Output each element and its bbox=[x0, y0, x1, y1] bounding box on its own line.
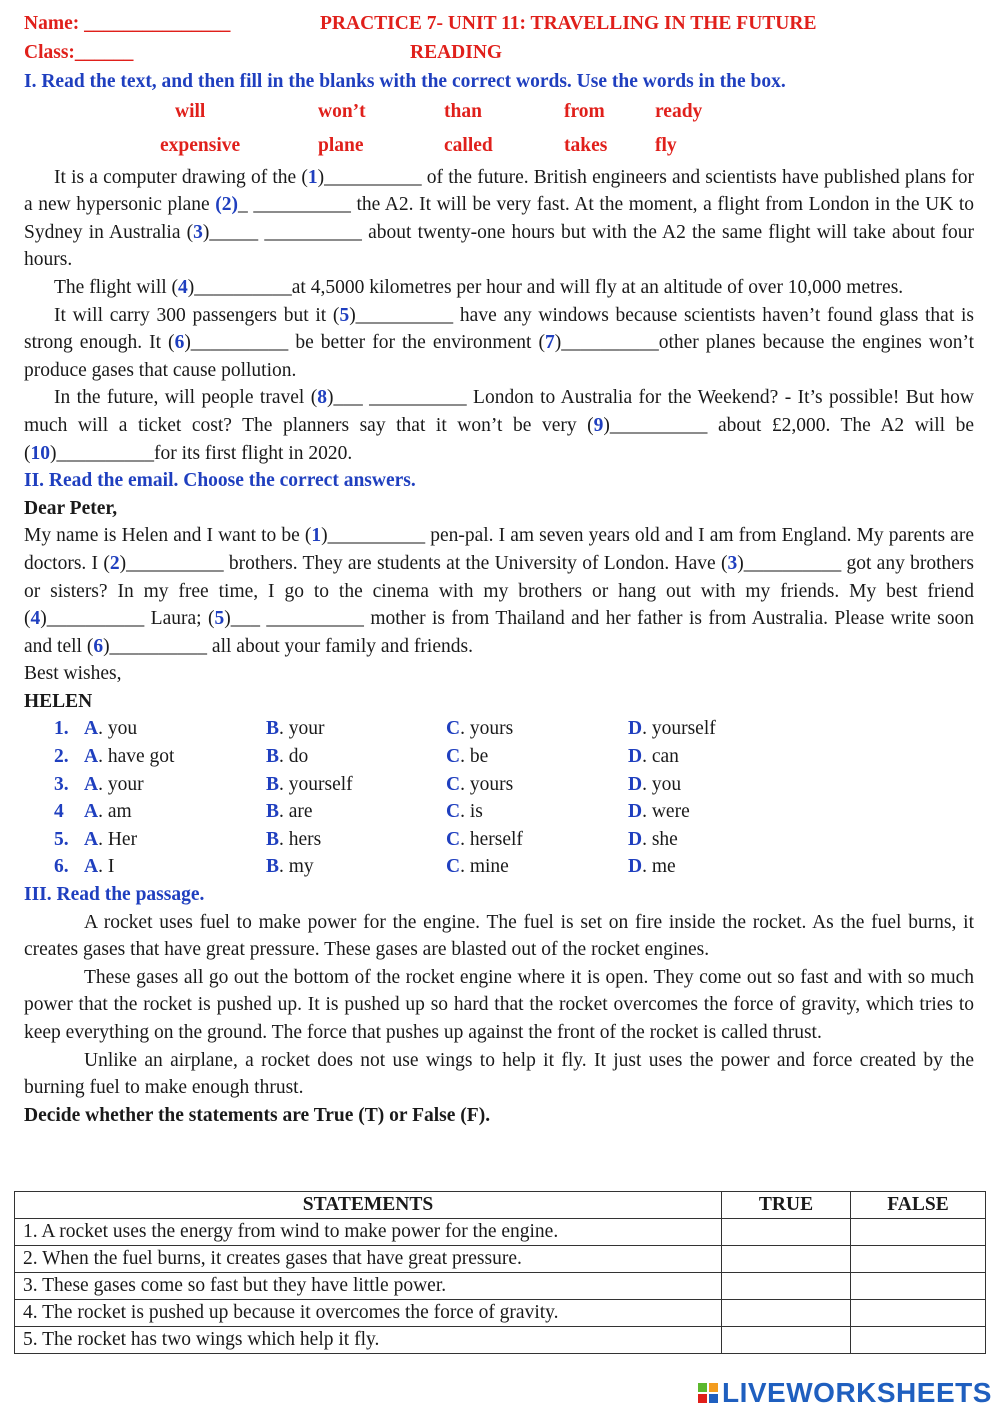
option-c[interactable] bbox=[446, 743, 489, 771]
true-answer-cell[interactable] bbox=[722, 1300, 851, 1327]
word-box-item: than bbox=[444, 100, 482, 122]
text: )__________ brothers. They are students at the University of London. Have ( bbox=[119, 552, 728, 574]
text: )_____ __________ about twenty-one hours but with the A2 the same flight will take about four hours. bbox=[24, 221, 974, 271]
blank-number-5: 5 bbox=[339, 304, 350, 326]
word-box-item: fly bbox=[655, 134, 677, 156]
option-c[interactable] bbox=[446, 798, 483, 826]
text: It is a computer drawing of the ( bbox=[54, 166, 308, 188]
rocket-paragraph-2: These gases all go out the bottom of the rocket engine where it is open. They come out so fast and with so much power that the rocket is pushed up. It is pushed up so hard that the rocket overcomes the force of gravity, which tries to keep everything on the ground. The force that pushes up against the front of the rocket is called thrust. bbox=[24, 966, 974, 1043]
option-letter: D bbox=[628, 856, 643, 878]
option-a[interactable] bbox=[84, 798, 132, 826]
worksheet-title: PRACTICE 7- UNIT 11: TRAVELLING IN THE FUTURE bbox=[320, 13, 817, 34]
statement-cell: 4. The rocket is pushed up because it overcomes the force of gravity. bbox=[15, 1300, 722, 1327]
option-a[interactable] bbox=[84, 743, 175, 771]
option-c[interactable] bbox=[446, 715, 514, 743]
logo-text: LIVEWORKSHEETS bbox=[722, 1377, 992, 1408]
option-c[interactable] bbox=[446, 826, 523, 854]
passage-paragraph-3 bbox=[24, 302, 974, 385]
false-answer-cell[interactable] bbox=[851, 1246, 986, 1273]
option-d[interactable] bbox=[628, 715, 716, 743]
option-letter: A bbox=[84, 746, 99, 768]
rocket-paragraph-1: A rocket uses fuel to make power for the engine. The fuel is set on fire inside the rocket. As the fuel burns, it creates gases that have great pressure. These gases are blasted out of the rocket engines. bbox=[24, 911, 974, 961]
text: )__________ of the future. British engineers and scientists have published plans for a new hypersonic plane bbox=[24, 166, 974, 216]
question-row bbox=[24, 743, 974, 771]
option-letter: A bbox=[84, 828, 99, 850]
option-a[interactable] bbox=[84, 771, 144, 799]
option-letter: B bbox=[266, 856, 280, 878]
option-text: . your bbox=[98, 773, 144, 795]
option-letter: D bbox=[628, 718, 643, 740]
question-row bbox=[24, 853, 974, 881]
option-letter: B bbox=[266, 718, 280, 740]
worksheet-page bbox=[24, 10, 974, 1129]
section2-instruction: II. Read the email. Choose the correct answers. bbox=[24, 470, 416, 492]
section1-instruction: I. Read the text, and then fill in the blanks with the correct words. Use the words in the box. bbox=[24, 71, 786, 92]
option-b[interactable] bbox=[266, 798, 313, 826]
text: )__________at 4,5000 kilometres per hour and will fly at an altitude of over 10,000 metres. bbox=[187, 276, 904, 298]
option-letter: B bbox=[266, 773, 280, 795]
word-box-item: won’t bbox=[318, 100, 366, 122]
header-row-1 bbox=[24, 10, 974, 39]
word-box-item: expensive bbox=[160, 134, 241, 156]
question-row bbox=[24, 715, 974, 743]
text: )__________other planes because the engines won’t produce gases that cause pollution. bbox=[24, 332, 975, 381]
word-box-row-2 bbox=[24, 130, 974, 164]
blank-number-9: 9 bbox=[593, 414, 604, 436]
header-true: TRUE bbox=[722, 1192, 851, 1219]
option-letter: D bbox=[628, 746, 643, 768]
class-label: Class:______ bbox=[24, 42, 134, 63]
blank-number-7: 7 bbox=[544, 332, 555, 354]
option-text: . is bbox=[460, 801, 483, 823]
option-d[interactable] bbox=[628, 853, 676, 881]
word-box-item: called bbox=[444, 134, 493, 156]
option-d[interactable] bbox=[628, 771, 682, 799]
option-text: . am bbox=[98, 801, 132, 823]
option-text: . can bbox=[642, 746, 679, 768]
question-number: 3. bbox=[54, 773, 69, 795]
email-closing: Best wishes, bbox=[24, 663, 122, 685]
header-statements: STATEMENTS bbox=[15, 1192, 722, 1219]
statement-cell: 2. When the fuel burns, it creates gases that have great pressure. bbox=[15, 1246, 722, 1273]
false-answer-cell[interactable] bbox=[851, 1300, 986, 1327]
header-row-2 bbox=[24, 39, 974, 68]
blank-number-4: 4 bbox=[178, 276, 188, 298]
word-box-item: takes bbox=[564, 134, 608, 156]
question-row bbox=[24, 826, 974, 854]
option-d[interactable] bbox=[628, 798, 690, 826]
worksheet-subtitle: READING bbox=[410, 42, 503, 63]
statement-cell: 1. A rocket uses the energy from wind to make power for the engine. bbox=[15, 1219, 722, 1246]
multiple-choice-list bbox=[24, 715, 974, 881]
option-text: . be bbox=[460, 746, 489, 768]
true-answer-cell[interactable] bbox=[722, 1273, 851, 1300]
rocket-paragraph-3: Unlike an airplane, a rocket does not use wings to help it fly. It just uses the power and force created by the burning fuel to make enough thrust. bbox=[24, 1049, 974, 1099]
email-greeting: Dear Peter, bbox=[24, 497, 118, 519]
option-text: . herself bbox=[460, 828, 523, 850]
option-text: . I bbox=[98, 856, 115, 878]
option-text: . yourself bbox=[279, 773, 353, 795]
option-text: . yours bbox=[460, 718, 514, 740]
true-answer-cell[interactable] bbox=[722, 1327, 851, 1354]
email-signature: HELEN bbox=[24, 690, 93, 712]
blank-number-2: (2) bbox=[215, 194, 239, 216]
option-text: . your bbox=[279, 718, 325, 740]
option-letter: D bbox=[628, 801, 643, 823]
liveworksheets-logo bbox=[698, 1378, 992, 1408]
table-row bbox=[15, 1273, 986, 1300]
question-row bbox=[24, 798, 974, 826]
option-text: . yours bbox=[460, 773, 514, 795]
option-letter: A bbox=[84, 801, 99, 823]
word-box-row-1 bbox=[24, 96, 974, 130]
statement-cell: 3. These gases come so fast but they have little power. bbox=[15, 1273, 722, 1300]
option-letter: D bbox=[628, 828, 643, 850]
option-letter: D bbox=[628, 773, 643, 795]
option-d[interactable] bbox=[628, 743, 679, 771]
option-letter: B bbox=[266, 801, 280, 823]
text: _ __________ the A2. It will be very fast. At the moment, a flight from London in the UK to Sydney in Australia ( bbox=[24, 194, 975, 243]
statement-cell: 5. The rocket has two wings which help it fly. bbox=[15, 1327, 722, 1354]
option-letter: B bbox=[266, 828, 280, 850]
word-box-item: ready bbox=[655, 100, 703, 122]
table-row bbox=[15, 1219, 986, 1246]
option-d[interactable] bbox=[628, 826, 678, 854]
text: )__________ be better for the environment ( bbox=[184, 332, 545, 354]
header-false: FALSE bbox=[851, 1192, 986, 1219]
option-letter: A bbox=[84, 718, 99, 740]
word-box-item: from bbox=[564, 100, 605, 122]
option-b[interactable] bbox=[266, 771, 353, 799]
option-a[interactable] bbox=[84, 853, 115, 881]
blank-number-6: 6 bbox=[93, 635, 104, 657]
option-letter: C bbox=[446, 718, 461, 740]
false-answer-cell[interactable] bbox=[851, 1273, 986, 1300]
option-letter: C bbox=[446, 801, 461, 823]
option-letter: A bbox=[84, 856, 99, 878]
option-b[interactable] bbox=[266, 853, 314, 881]
table-header-row bbox=[15, 1192, 986, 1219]
question-number: 1. bbox=[54, 718, 69, 740]
option-b[interactable] bbox=[266, 826, 322, 854]
option-letter: C bbox=[446, 773, 461, 795]
blank-number-10: 10 bbox=[30, 442, 50, 464]
text: )__________ have any windows because scientists haven’t found glass that is strong enough. It ( bbox=[24, 304, 975, 354]
text: It will carry 300 passengers but it ( bbox=[54, 304, 340, 326]
logo-squares-icon bbox=[698, 1383, 718, 1403]
option-b[interactable] bbox=[266, 715, 325, 743]
text: )___ __________ mother is from Thailand and her father is from Australia. Please write soon and tell ( bbox=[24, 608, 974, 657]
option-text: . hers bbox=[279, 828, 322, 850]
option-letter: C bbox=[446, 746, 461, 768]
table-row bbox=[15, 1300, 986, 1327]
question-number: 5. bbox=[54, 828, 69, 850]
option-text: . mine bbox=[460, 856, 509, 878]
text: )__________ Laura; ( bbox=[40, 608, 215, 630]
table-row bbox=[15, 1246, 986, 1273]
passage-paragraph-1 bbox=[24, 164, 974, 274]
option-b[interactable] bbox=[266, 743, 309, 771]
word-box-item: plane bbox=[318, 134, 364, 156]
text: In the future, will people travel ( bbox=[54, 387, 318, 409]
text: )___ __________ London to Australia for the Weekend? - It’s possible! But how much will a ticket cost? The planners say that it won’t be very ( bbox=[24, 387, 974, 436]
text: )__________ got any brothers or sisters? In my free time, I go to the cinema with my brothers or hang out with my friends. My best friend ( bbox=[24, 552, 974, 630]
option-text: . she bbox=[642, 828, 678, 850]
option-text: . yourself bbox=[642, 718, 716, 740]
option-text: . my bbox=[279, 856, 314, 878]
false-answer-cell[interactable] bbox=[851, 1327, 986, 1354]
word-box-item: will bbox=[175, 100, 206, 122]
question-number: 2. bbox=[54, 746, 69, 768]
section3-instruction: III. Read the passage. bbox=[24, 884, 205, 906]
table-row bbox=[15, 1327, 986, 1354]
question-number: 4 bbox=[54, 801, 64, 823]
option-text: . are bbox=[279, 801, 313, 823]
option-text: . Her bbox=[98, 828, 138, 850]
passage-paragraph-4 bbox=[24, 384, 974, 467]
option-a[interactable] bbox=[84, 715, 138, 743]
option-letter: B bbox=[266, 746, 280, 768]
passage-paragraph-2 bbox=[24, 274, 974, 302]
blank-number-3: 3 bbox=[727, 552, 738, 574]
option-letter: C bbox=[446, 856, 461, 878]
blank-number-1: 1 bbox=[311, 525, 322, 547]
option-c[interactable] bbox=[446, 853, 509, 881]
blank-number-1: 1 bbox=[307, 166, 318, 188]
email-body bbox=[24, 522, 974, 660]
text: )__________for its first flight in 2020. bbox=[50, 442, 353, 464]
option-letter: A bbox=[84, 773, 99, 795]
text: The flight will ( bbox=[54, 276, 179, 298]
blank-number-4: 4 bbox=[30, 608, 41, 630]
option-text: . me bbox=[642, 856, 676, 878]
blank-number-8: 8 bbox=[317, 387, 327, 409]
option-text: . you bbox=[642, 773, 682, 795]
question-row bbox=[24, 771, 974, 799]
false-answer-cell[interactable] bbox=[851, 1219, 986, 1246]
name-label: Name: _______________ bbox=[24, 13, 231, 34]
text: )__________ about £2,000. The A2 will be ( bbox=[24, 414, 974, 464]
option-text: . you bbox=[98, 718, 138, 740]
text: )__________ all about your family and friends. bbox=[103, 635, 473, 657]
option-text: . were bbox=[642, 801, 690, 823]
true-answer-cell[interactable] bbox=[722, 1219, 851, 1246]
option-text: . do bbox=[279, 746, 309, 768]
option-c[interactable] bbox=[446, 771, 514, 799]
text: )__________ pen-pal. I am seven years old and I am from England. My parents are doctors. I ( bbox=[24, 525, 974, 574]
blank-number-6: 6 bbox=[174, 332, 185, 354]
question-number: 6. bbox=[54, 856, 69, 878]
blank-number-2: 2 bbox=[109, 552, 120, 574]
true-false-instruction: Decide whether the statements are True (T) or False (F). bbox=[24, 1104, 491, 1126]
text: My name is Helen and I want to be ( bbox=[24, 525, 312, 547]
option-letter: C bbox=[446, 828, 461, 850]
true-false-table bbox=[14, 1191, 986, 1354]
option-text: . have got bbox=[98, 746, 175, 768]
true-answer-cell[interactable] bbox=[722, 1246, 851, 1273]
blank-number-3: 3 bbox=[193, 221, 203, 243]
blank-number-5: 5 bbox=[214, 608, 225, 630]
option-a[interactable] bbox=[84, 826, 138, 854]
